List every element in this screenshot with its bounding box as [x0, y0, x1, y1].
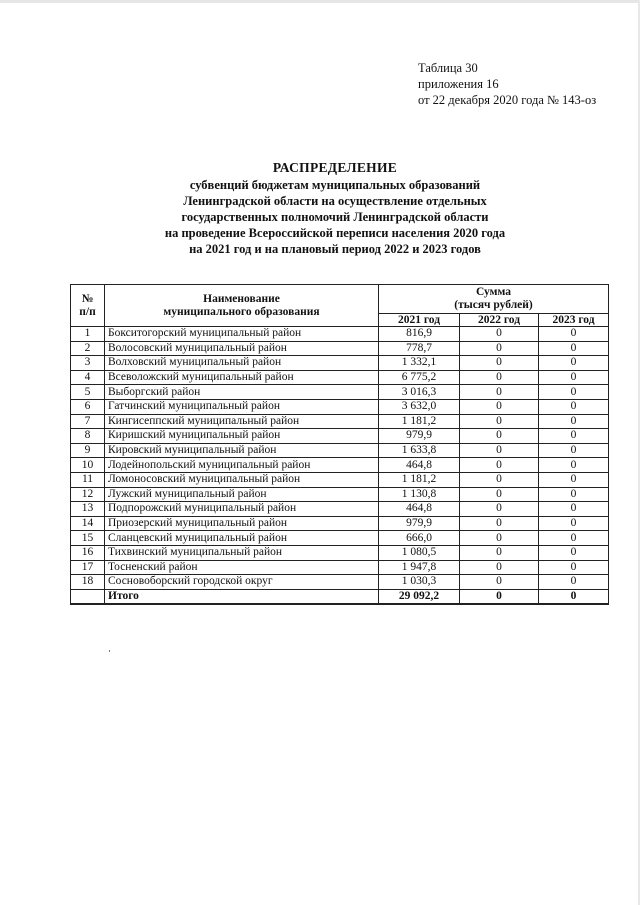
row-number: 4	[71, 370, 105, 385]
row-municipality-name: Ломоносовский муниципальный район	[105, 472, 379, 487]
header-number	[71, 285, 105, 327]
row-value-2023: 0	[539, 545, 609, 560]
row-municipality-name: Подпорожский муниципальный район	[105, 502, 379, 517]
row-value-2022: 0	[460, 429, 539, 444]
row-number: 12	[71, 487, 105, 502]
row-municipality-name: Выборгский район	[105, 385, 379, 400]
row-value-2023: 0	[539, 414, 609, 429]
row-value-2023: 0	[539, 429, 609, 444]
row-value-2023: 0	[539, 487, 609, 502]
table-row	[71, 516, 609, 531]
reference-appendix: приложения 16	[418, 77, 499, 91]
row-number: 16	[71, 545, 105, 560]
row-value-2021: 1 181,2	[379, 472, 460, 487]
header-year-2021: 2021 год	[379, 314, 460, 327]
row-value-2022: 0	[460, 487, 539, 502]
header-sum-line2: (тысяч рублей)	[454, 299, 533, 311]
table-row	[71, 429, 609, 444]
row-value-2022: 0	[460, 458, 539, 473]
row-value-2021: 6 775,2	[379, 370, 460, 385]
row-value-2023: 0	[539, 443, 609, 458]
row-number: 8	[71, 429, 105, 444]
row-value-2021: 666,0	[379, 531, 460, 546]
row-value-2021: 464,8	[379, 458, 460, 473]
row-municipality-name: Тихвинский муниципальный район	[105, 545, 379, 560]
table-row	[71, 487, 609, 502]
row-value-2021: 979,9	[379, 516, 460, 531]
row-municipality-name: Волосовский муниципальный район	[105, 341, 379, 356]
row-municipality-name: Кингисеппский муниципальный район	[105, 414, 379, 429]
row-value-2023: 0	[539, 385, 609, 400]
row-municipality-name: Киришский муниципальный район	[105, 429, 379, 444]
row-value-2023: 0	[539, 472, 609, 487]
header-name-line1: Наименование	[203, 292, 280, 305]
row-municipality-name: Гатчинский муниципальный район	[105, 399, 379, 414]
row-value-2021: 1 181,2	[379, 414, 460, 429]
row-number: 13	[71, 502, 105, 517]
row-number: 18	[71, 575, 105, 590]
title-line: субвенций бюджетам муниципальных образований	[189, 178, 481, 192]
row-number: 15	[71, 531, 105, 546]
page-edge-top	[0, 0, 640, 3]
table-row	[71, 502, 609, 517]
row-number: 14	[71, 516, 105, 531]
row-number: 7	[71, 414, 105, 429]
row-value-2021: 1 947,8	[379, 560, 460, 575]
distribution-table	[70, 284, 609, 605]
row-value-2022: 0	[460, 502, 539, 517]
header-sum-line1: Сумма	[476, 286, 511, 298]
table-header-row	[71, 285, 609, 314]
total-value-2023: 0	[539, 589, 609, 604]
title-line: государственных полномочий Ленинградской области	[181, 210, 489, 224]
row-municipality-name: Всеволожский муниципальный район	[105, 370, 379, 385]
row-value-2021: 1 030,3	[379, 575, 460, 590]
row-value-2023: 0	[539, 356, 609, 371]
row-municipality-name: Волховский муниципальный район	[105, 356, 379, 371]
title-main: РАСПРЕДЕЛЕНИЕ	[272, 160, 398, 175]
title-line: на 2021 год и на плановый период 2022 и 2023 годов	[189, 242, 481, 256]
title-line: Ленинградской области на осуществление отдельных	[183, 194, 487, 208]
header-year-2023: 2023 год	[539, 314, 609, 327]
scan-speck	[109, 650, 110, 652]
table-body	[71, 327, 609, 605]
table-row	[71, 341, 609, 356]
header-name-line2: муниципального образования	[163, 305, 320, 318]
table-row	[71, 370, 609, 385]
row-value-2022: 0	[460, 545, 539, 560]
table-row	[71, 575, 609, 590]
row-municipality-name: Лужский муниципальный район	[105, 487, 379, 502]
row-value-2022: 0	[460, 560, 539, 575]
row-value-2022: 0	[460, 327, 539, 342]
row-value-2022: 0	[460, 356, 539, 371]
table-row	[71, 327, 609, 342]
document-reference	[418, 60, 596, 108]
table-row	[71, 414, 609, 429]
row-value-2023: 0	[539, 575, 609, 590]
title-line: на проведение Всероссийской переписи населения 2020 года	[164, 226, 506, 240]
table-row	[71, 443, 609, 458]
row-value-2021: 1 633,8	[379, 443, 460, 458]
row-number: 2	[71, 341, 105, 356]
row-municipality-name: Тосненский район	[105, 560, 379, 575]
table-row	[71, 399, 609, 414]
row-value-2021: 1 080,5	[379, 545, 460, 560]
row-value-2022: 0	[460, 370, 539, 385]
row-municipality-name: Кировский муниципальный район	[105, 443, 379, 458]
header-number-line2: п/п	[79, 305, 96, 318]
row-number: 11	[71, 472, 105, 487]
row-value-2021: 979,9	[379, 429, 460, 444]
row-municipality-name: Бокситогорский муниципальный район	[105, 327, 379, 342]
row-municipality-name: Приозерский муниципальный район	[105, 516, 379, 531]
row-number: 17	[71, 560, 105, 575]
table-row	[71, 472, 609, 487]
row-value-2023: 0	[539, 327, 609, 342]
row-value-2022: 0	[460, 516, 539, 531]
row-value-2021: 816,9	[379, 327, 460, 342]
row-value-2022: 0	[460, 414, 539, 429]
row-value-2021: 3 016,3	[379, 385, 460, 400]
row-number: 9	[71, 443, 105, 458]
row-municipality-name: Сланцевский муниципальный район	[105, 531, 379, 546]
row-value-2023: 0	[539, 341, 609, 356]
total-number-cell	[71, 589, 105, 604]
row-number: 3	[71, 356, 105, 371]
row-municipality-name: Лодейнопольский муниципальный район	[105, 458, 379, 473]
document-title	[100, 160, 570, 257]
row-municipality-name: Сосновоборский городской округ	[105, 575, 379, 590]
row-value-2021: 1 130,8	[379, 487, 460, 502]
row-value-2021: 3 632,0	[379, 399, 460, 414]
total-label: Итого	[105, 589, 379, 604]
row-value-2022: 0	[460, 341, 539, 356]
header-number-line1: №	[81, 292, 94, 305]
table-total-row	[71, 589, 609, 604]
row-value-2021: 778,7	[379, 341, 460, 356]
row-value-2022: 0	[460, 472, 539, 487]
row-value-2023: 0	[539, 516, 609, 531]
row-value-2023: 0	[539, 531, 609, 546]
table-row	[71, 560, 609, 575]
row-value-2023: 0	[539, 560, 609, 575]
row-number: 6	[71, 399, 105, 414]
total-value-2022: 0	[460, 589, 539, 604]
table-row	[71, 385, 609, 400]
row-number: 5	[71, 385, 105, 400]
table-row	[71, 545, 609, 560]
table-row	[71, 458, 609, 473]
row-value-2023: 0	[539, 458, 609, 473]
row-value-2023: 0	[539, 502, 609, 517]
header-year-2022: 2022 год	[460, 314, 539, 327]
row-value-2022: 0	[460, 399, 539, 414]
row-value-2022: 0	[460, 531, 539, 546]
row-number: 1	[71, 327, 105, 342]
row-value-2022: 0	[460, 443, 539, 458]
total-value-2021: 29 092,2	[379, 589, 460, 604]
reference-law-date: от 22 декабря 2020 года № 143-оз	[418, 93, 597, 107]
row-value-2022: 0	[460, 385, 539, 400]
table-row	[71, 531, 609, 546]
table-row	[71, 356, 609, 371]
header-sum	[379, 285, 609, 314]
row-value-2023: 0	[539, 370, 609, 385]
header-name	[105, 285, 379, 327]
row-number: 10	[71, 458, 105, 473]
row-value-2021: 464,8	[379, 502, 460, 517]
row-value-2023: 0	[539, 399, 609, 414]
row-value-2021: 1 332,1	[379, 356, 460, 371]
row-value-2022: 0	[460, 575, 539, 590]
reference-table-number: Таблица 30	[418, 61, 478, 75]
